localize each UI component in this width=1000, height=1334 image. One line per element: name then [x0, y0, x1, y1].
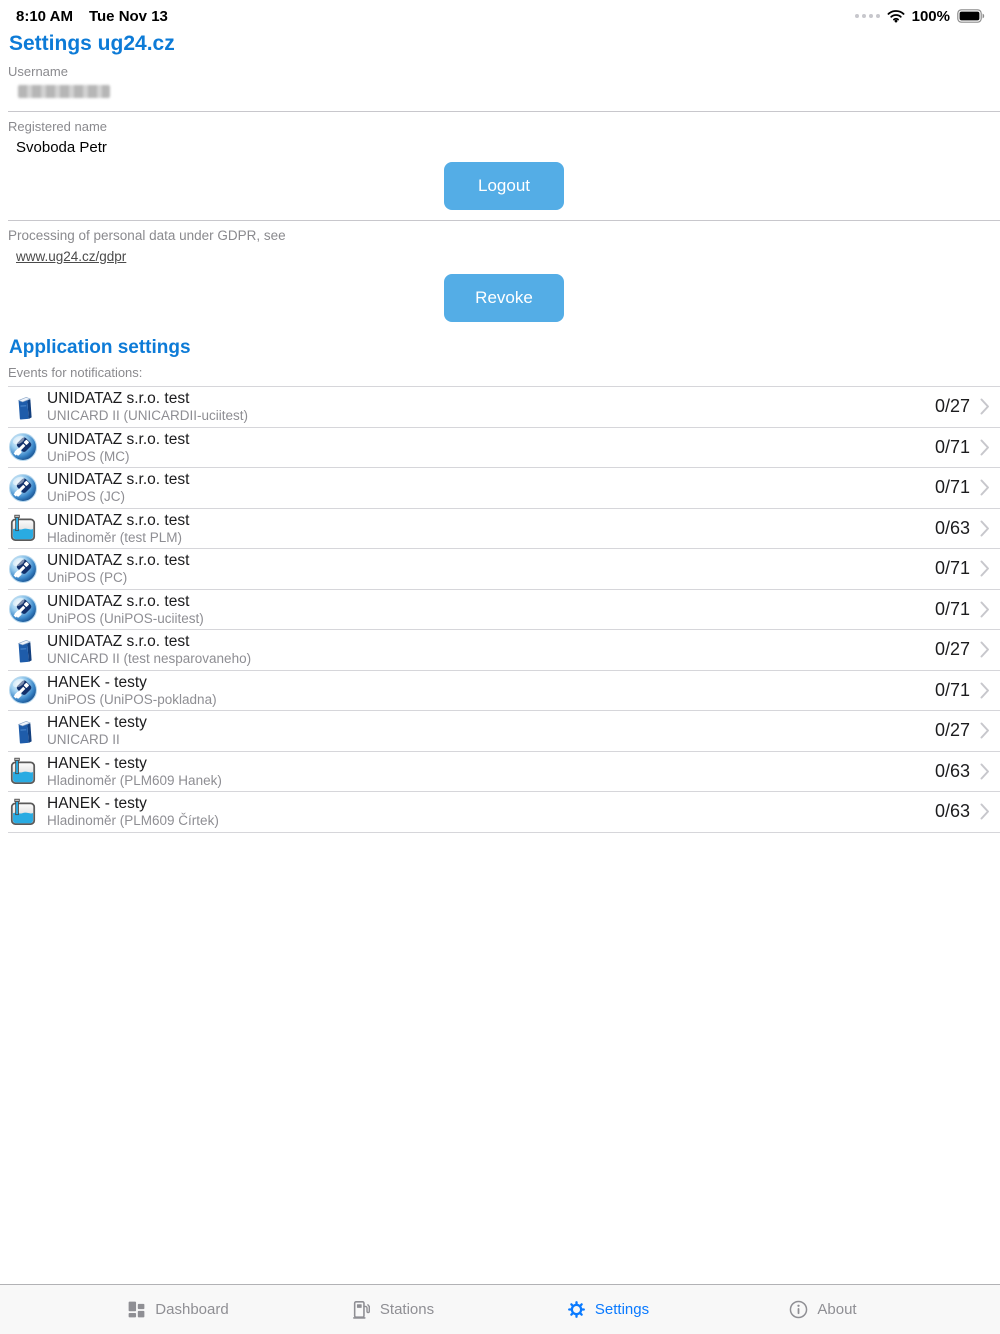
- row-subtitle: UniPOS (MC): [47, 448, 130, 464]
- page-title: Settings ug24.cz: [9, 32, 175, 55]
- status-bar: [0, 0, 1000, 26]
- row-title: UNIDATAZ s.r.o. test: [47, 471, 190, 489]
- tab-label: About: [817, 1301, 857, 1318]
- fuel-pump-icon: [351, 1299, 372, 1320]
- row-count-badge: 0/27: [934, 720, 970, 741]
- username-label: Username: [8, 64, 68, 79]
- unipos-sphere-icon: [8, 555, 38, 583]
- registered-name-label: Registered name: [8, 119, 107, 134]
- unicard-device-icon: [8, 393, 38, 421]
- battery-icon: [957, 9, 986, 23]
- application-settings-title: Application settings: [9, 337, 191, 358]
- chevron-right-icon: [980, 601, 990, 618]
- row-subtitle: UNICARD II: [47, 732, 120, 748]
- logout-button[interactable]: Logout: [444, 162, 564, 210]
- row-count-badge: 0/63: [934, 517, 970, 538]
- row-count-badge: 0/27: [934, 396, 970, 417]
- chevron-right-icon: [980, 560, 990, 577]
- gdpr-link[interactable]: www.ug24.cz/gdpr: [16, 249, 127, 264]
- chevron-right-icon: [980, 763, 990, 780]
- notification-row[interactable]: [8, 468, 1000, 509]
- row-count-badge: 0/71: [934, 679, 970, 700]
- row-title: UNIDATAZ s.r.o. test: [47, 511, 190, 529]
- row-title: HANEK - testy: [47, 673, 147, 691]
- notification-row[interactable]: [8, 792, 1000, 833]
- row-title: UNIDATAZ s.r.o. test: [47, 592, 190, 610]
- chevron-right-icon: [980, 479, 990, 496]
- unicard-device-icon: [8, 717, 38, 745]
- row-subtitle: UniPOS (UniPOS-uciitest): [47, 610, 204, 626]
- row-subtitle: UniPOS (UniPOS-pokladna): [47, 691, 217, 707]
- tab-label: Dashboard: [155, 1301, 229, 1318]
- revoke-button[interactable]: Revoke: [444, 274, 564, 322]
- unicard-device-icon: [8, 636, 38, 664]
- row-title: UNIDATAZ s.r.o. test: [47, 633, 190, 651]
- row-subtitle: UNICARD II (test nesparovaneho): [47, 651, 252, 667]
- chevron-right-icon: [980, 398, 990, 415]
- notification-row[interactable]: [8, 752, 1000, 793]
- tab-dashboard[interactable]: [70, 1299, 285, 1320]
- dashboard-icon: [126, 1299, 147, 1320]
- row-subtitle: UniPOS (JC): [47, 489, 126, 505]
- chevron-right-icon: [980, 803, 990, 820]
- status-date: Tue Nov 13: [88, 7, 168, 25]
- row-count-badge: 0/71: [934, 558, 970, 579]
- unipos-sphere-icon: [8, 474, 38, 502]
- tab-settings[interactable]: [500, 1299, 715, 1320]
- notification-row[interactable]: [8, 387, 1000, 428]
- gdpr-text: Processing of personal data under GDPR, see: [8, 228, 286, 243]
- row-title: UNIDATAZ s.r.o. test: [47, 552, 190, 570]
- tab-label: Settings: [594, 1301, 650, 1318]
- notification-row[interactable]: [8, 428, 1000, 469]
- divider: [8, 220, 1000, 221]
- notification-row[interactable]: [8, 509, 1000, 550]
- row-title: UNIDATAZ s.r.o. test: [47, 390, 190, 408]
- battery-percent: 100%: [911, 7, 950, 25]
- divider: [8, 111, 1000, 112]
- wifi-icon: [887, 9, 905, 23]
- tank-level-icon: [8, 798, 38, 826]
- username-value-redacted: [18, 85, 110, 98]
- row-count-badge: 0/63: [934, 801, 970, 822]
- unipos-sphere-icon: [8, 595, 38, 623]
- notification-row[interactable]: [8, 630, 1000, 671]
- row-count-badge: 0/71: [934, 598, 970, 619]
- status-time: 8:10 AM: [16, 7, 73, 25]
- row-count-badge: 0/71: [934, 477, 970, 498]
- gear-icon: [566, 1299, 587, 1320]
- chevron-right-icon: [980, 439, 990, 456]
- notification-row[interactable]: [8, 671, 1000, 712]
- notification-row[interactable]: [8, 549, 1000, 590]
- chevron-right-icon: [980, 722, 990, 739]
- chevron-right-icon: [980, 520, 990, 537]
- row-subtitle: UNICARD II (UNICARDII-uciitest): [47, 408, 249, 424]
- row-subtitle: Hladinoměr (test PLM): [47, 529, 183, 545]
- row-subtitle: UniPOS (PC): [47, 570, 128, 586]
- notification-row[interactable]: [8, 590, 1000, 631]
- chevron-right-icon: [980, 641, 990, 658]
- unipos-sphere-icon: [8, 676, 38, 704]
- row-count-badge: 0/71: [934, 436, 970, 457]
- row-title: HANEK - testy: [47, 795, 147, 813]
- registered-name-value: Svoboda Petr: [16, 139, 107, 156]
- info-icon: [788, 1299, 809, 1320]
- tab-bar: [0, 1284, 1000, 1334]
- row-count-badge: 0/63: [934, 760, 970, 781]
- row-subtitle: Hladinoměr (PLM609 Čírtek): [47, 813, 219, 829]
- row-count-badge: 0/27: [934, 639, 970, 660]
- cellular-signal-icon: [855, 14, 880, 18]
- row-title: HANEK - testy: [47, 754, 147, 772]
- notification-row[interactable]: [8, 711, 1000, 752]
- tank-level-icon: [8, 757, 38, 785]
- row-title: HANEK - testy: [47, 714, 147, 732]
- chevron-right-icon: [980, 682, 990, 699]
- tank-level-icon: [8, 514, 38, 542]
- unipos-sphere-icon: [8, 433, 38, 461]
- tab-about[interactable]: [715, 1299, 930, 1320]
- row-title: UNIDATAZ s.r.o. test: [47, 430, 190, 448]
- tab-stations[interactable]: [285, 1299, 500, 1320]
- row-subtitle: Hladinoměr (PLM609 Hanek): [47, 772, 222, 788]
- events-for-notifications-label: Events for notifications:: [8, 365, 143, 380]
- notification-rows-list: [8, 386, 1000, 833]
- tab-label: Stations: [379, 1301, 435, 1318]
